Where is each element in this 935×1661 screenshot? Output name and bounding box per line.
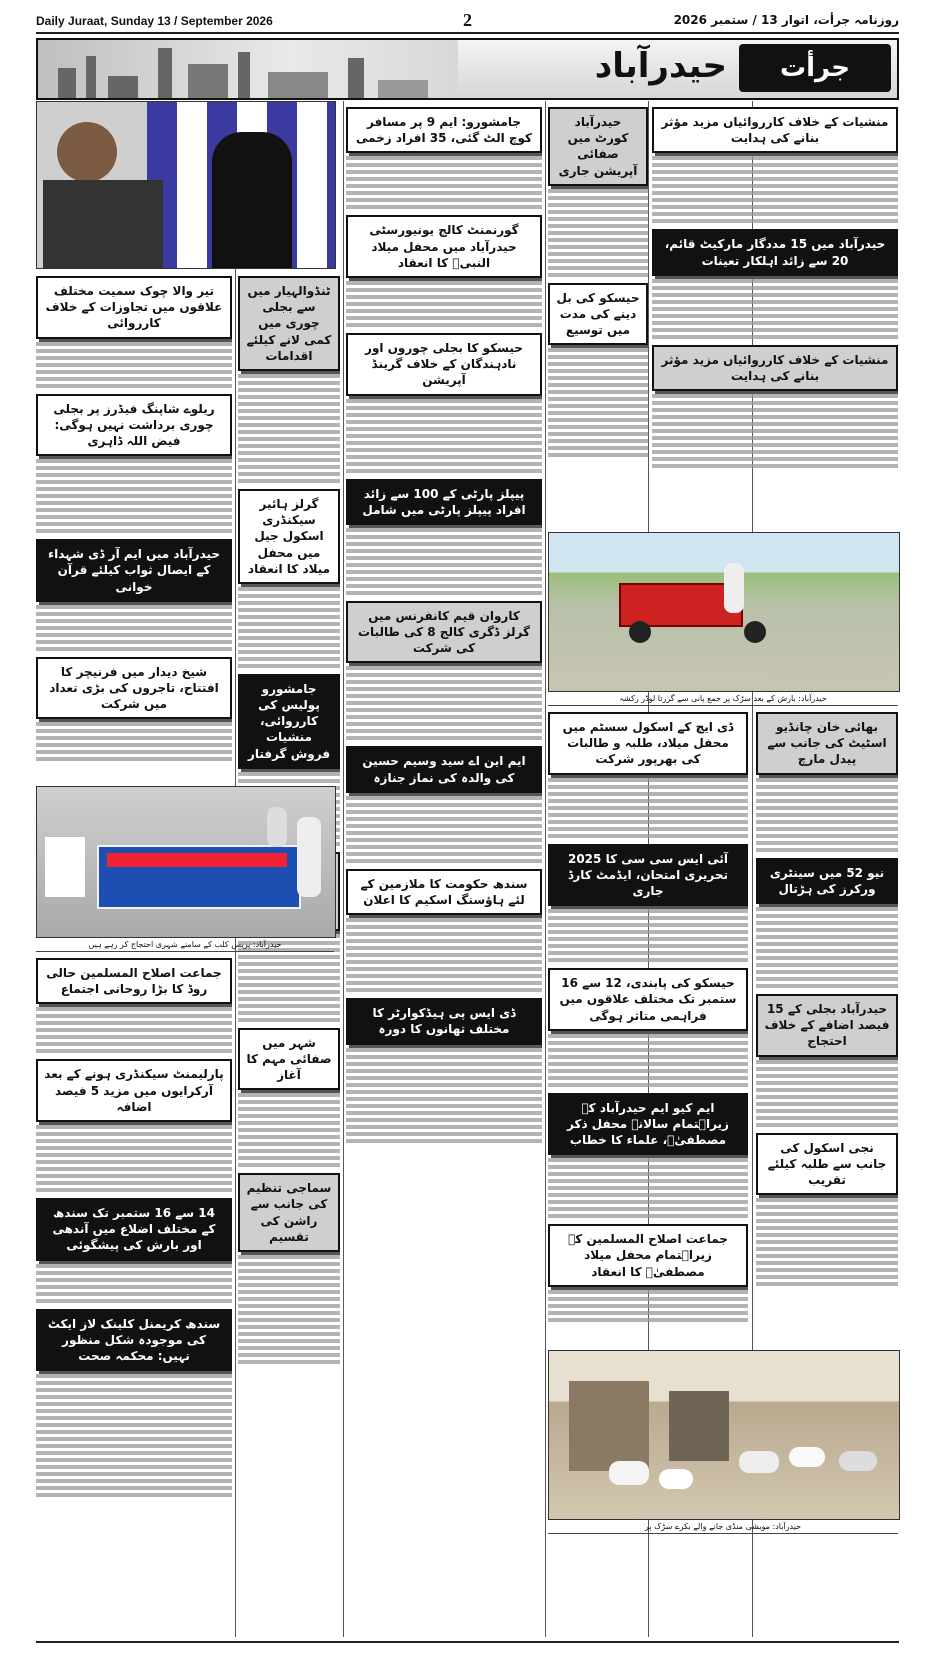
photo-caption: حیدرآباد: بارش کے بعد سڑک پر جمع پانی سے گزرتا لوڈر رکشہ: [548, 692, 898, 706]
masthead-city-title: حیدرآباد: [594, 46, 727, 86]
headline: جامشورو: ایم 9 پر مسافر کوچ الٹ گئی، 35 افراد زخمی: [346, 107, 542, 153]
headline: پیپلز پارٹی کے 100 سے زائد افراد پیپلز پارٹی میں شامل: [346, 479, 542, 525]
photo-caption: حیدرآباد: مویشی منڈی جانے والے بکرے سڑک پر: [548, 1520, 898, 1534]
headline: سندھ حکومت کا ملازمین کے لئے ہاؤسنگ اسکیم کا اعلان: [346, 869, 542, 915]
headline: حیدرآباد میں 15 مددگار مارکیٹ قائم، 20 سے زائد اہلکار تعینات: [652, 229, 898, 275]
headline: جماعت اصلاح المسلمین کے زیراہتمام محفل میلاد مصطفیٰؐ کا انعقاد: [548, 1224, 748, 1287]
headline: سماجی تنظیم کی جانب سے راشن کی تقسیم: [238, 1173, 340, 1252]
headline: پارلیمنٹ سیکنڈری ہونے کے بعد آرکرایوں میں مزید 5 فیصد اضافہ: [36, 1059, 232, 1122]
header-english: Daily Juraat, Sunday 13 / September 2026: [36, 14, 273, 28]
headline: ریلوے شاپنگ فیڈرز پر بجلی چوری برداشت نہیں ہوگی: فیض اللہ ڈاہری: [36, 394, 232, 457]
city-skyline-image: [38, 40, 458, 98]
press-conference-photo: [36, 101, 336, 269]
headline: ایم این اے سید وسیم حسین کی والدہ کی نماز جنازہ: [346, 746, 542, 792]
masthead: [36, 38, 899, 100]
column-five: [548, 706, 748, 1346]
goats-street-photo: [548, 1350, 900, 1520]
headline: حیدرآباد بجلی کے 15 فیصد اضافے کے خلاف احتجاج: [756, 994, 898, 1057]
page-header: [36, 10, 899, 34]
page-number: 2: [463, 10, 472, 30]
headline: تیر والا چوک سمیت مختلف علاقوں میں تجاوزات کے خلاف کارروائی: [36, 276, 232, 339]
column-mid-right: [548, 101, 648, 531]
headline: آئی ایس سی سی کا 2025 تحریری امتحان، ایڈمٹ کارڈ جاری: [548, 844, 748, 907]
loader-rickshaw-photo: [548, 532, 900, 692]
headline: ٹنڈوالہیار میں سے بجلی چوری میں کمی لانے کیلئے اقدامات: [238, 276, 340, 371]
headline: سندھ کریمنل کلینک لاز ایکٹ کی موجودہ شکل منظور نہیں: محکمہ صحت: [36, 1309, 232, 1372]
headline: گرلز ہائیر سیکنڈری اسکول جیل میں محفل میلاد کا انعقاد: [238, 489, 340, 584]
headline: کاروان قیم کانفرنس میں گرلز ڈگری کالج 8 کی طالبات کی شرکت: [346, 601, 542, 664]
protest-photo: [36, 786, 336, 938]
headline: منشیات کے خلاف کارروائیاں مزید مؤثر بنانے کی ہدایت: [652, 107, 898, 153]
column-one: [346, 101, 542, 1541]
headline: جامشورو پولیس کی کارروائی، منشیات فروش گرفتار: [238, 674, 340, 769]
headline: ڈی ایس پی ہیڈکوارٹر کا مختلف تھانوں کا دورہ: [346, 998, 542, 1044]
page-footer-rule: [36, 1641, 899, 1643]
headline: منشیات کے خلاف کارروائیاں مزید مؤثر بنانے کی ہدایت: [652, 345, 898, 391]
headline: نیو 52 میں سینٹری ورکرز کی ہڑتال: [756, 858, 898, 904]
headline: جماعت اصلاح المسلمین حالی روڈ کا بڑا روحانی اجتماع: [36, 958, 232, 1004]
headline: بھائی خان چانڈیو اسٹیٹ کی جانب سے پیدل مارچ: [756, 712, 898, 775]
headline: حیدرآباد میں ایم آر ڈی شہداء کے ایصال ثواب کیلئے قرآن خوانی: [36, 539, 232, 602]
headline: حیسکو کی بل دینے کی مدت میں توسیع: [548, 283, 648, 346]
headline: شیخ دیدار میں فرنیچر کا افتتاح، تاجروں کی بڑی تعداد میں شرکت: [36, 657, 232, 720]
headline: حیسکو کی پابندی، 12 سے 16 ستمبر تک مختلف علاقوں میں فراہمی متاثر ہوگی: [548, 968, 748, 1031]
headline: ڈی ایچ کے اسکول سسٹم میں محفل میلاد، طلبہ و طالبات کی بھرپور شرکت: [548, 712, 748, 775]
column-three-lower: [36, 952, 232, 1542]
headline: شہر میں صفائی مہم کا آغاز: [238, 1028, 340, 1091]
photo-caption: حیدرآباد: پریس کلب کے سامنے شہری احتجاج کر رہے ہیں: [36, 938, 334, 952]
headline: ایم کیو ایم حیدرآباد کے زیراہتمام سالانہ محفل ذکر مصطفیٰؐ، علماء کا خطاب: [548, 1093, 748, 1156]
newspaper-logo: جرأت: [739, 44, 891, 92]
header-urdu: روزنامہ جرأت، اتوار 13 / ستمبر 2026: [673, 13, 899, 27]
headline: حیدرآباد کورٹ میں صفائی آپریشن جاری: [548, 107, 648, 186]
headline: حیسکو کا بجلی چوروں اور نادہندگان کے خلاف گرینڈ آپریشن: [346, 333, 542, 396]
headline: نجی اسکول کی جانب سے طلبہ کیلئے تقریب: [756, 1133, 898, 1196]
column-six: [756, 706, 898, 1346]
headline: 14 سے 16 ستمبر تک سندھ کے مختلف اضلاع میں آندھی اور بارش کی پیشگوئی: [36, 1198, 232, 1261]
headline: گورنمنٹ کالج یونیورسٹی حیدرآباد میں محفل میلاد النبیؐ کا انعقاد: [346, 215, 542, 278]
